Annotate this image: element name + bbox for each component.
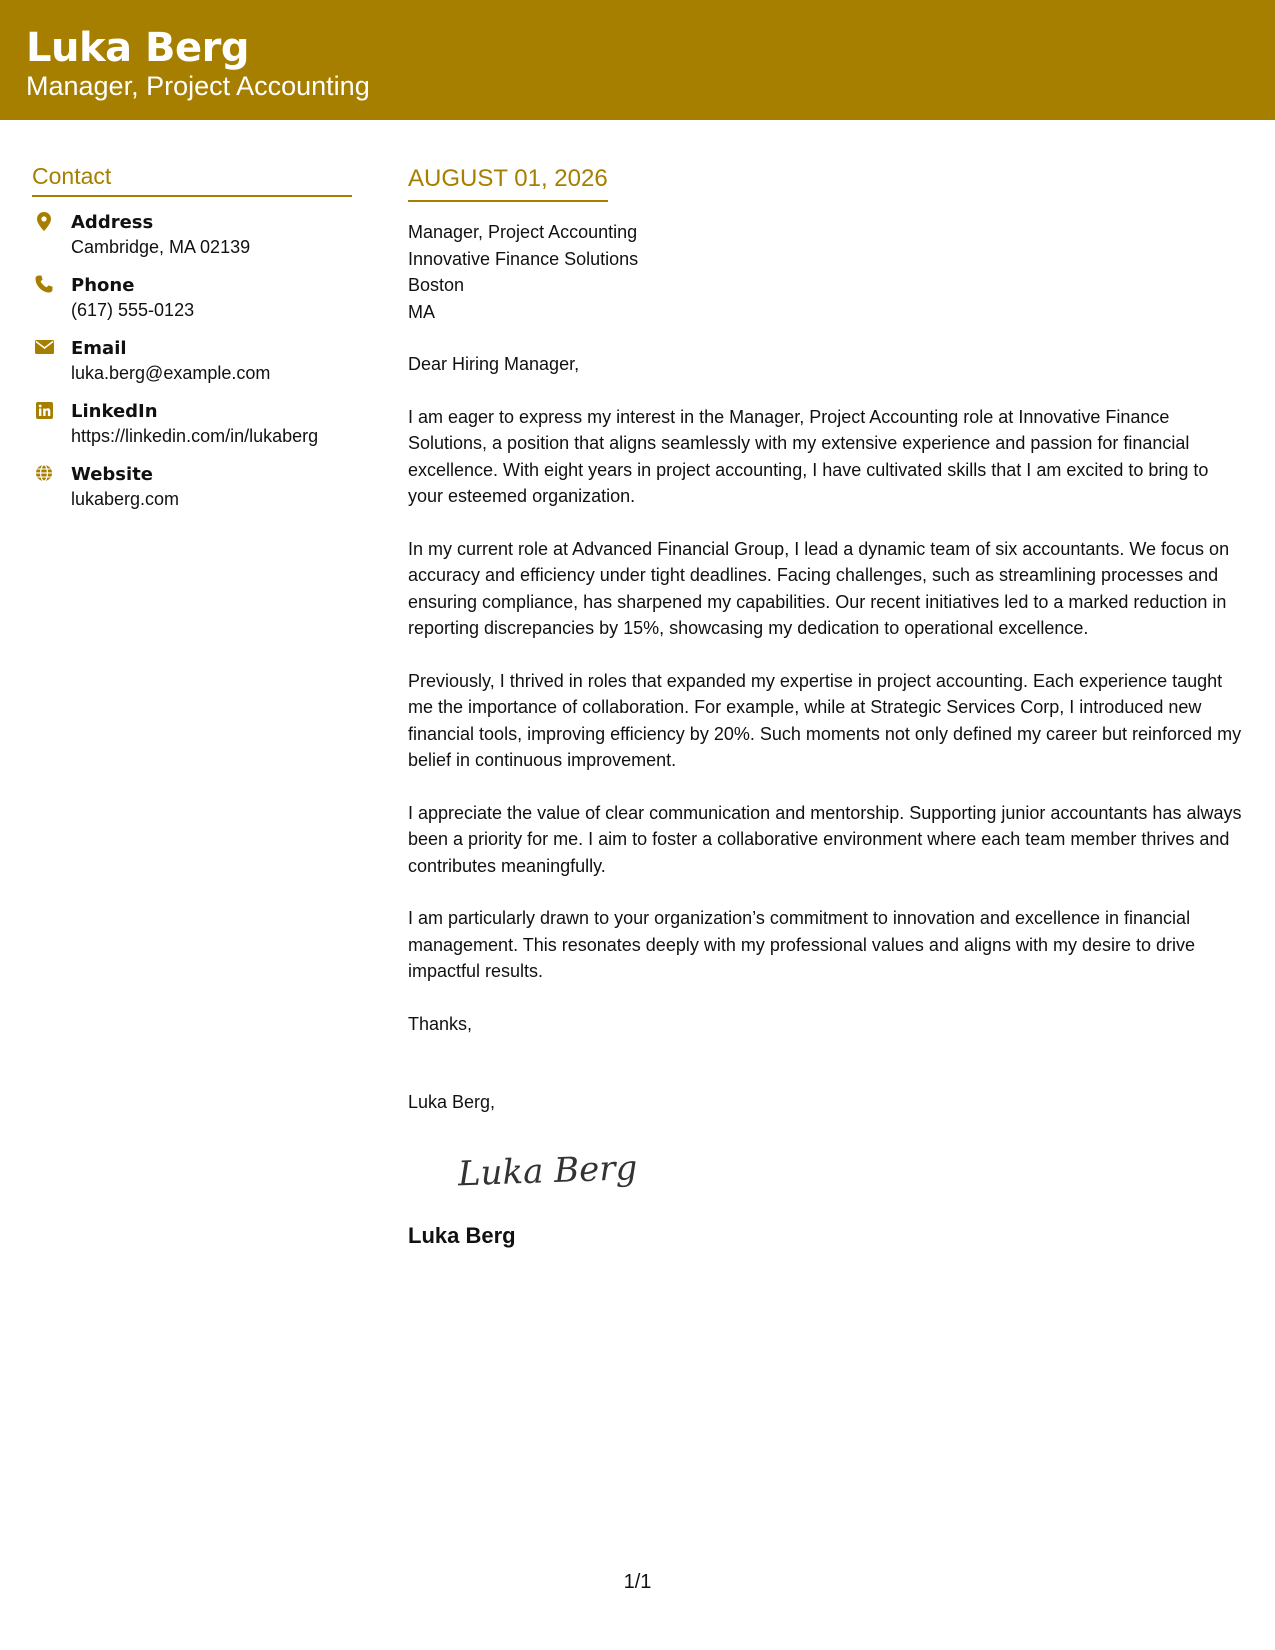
contact-list bbox=[32, 211, 352, 526]
recipient-line: Innovative Finance Solutions bbox=[408, 248, 639, 269]
globe-icon bbox=[34, 463, 54, 483]
phone-label: Phone bbox=[71, 275, 135, 296]
envelope-icon bbox=[34, 337, 54, 357]
contact-item-linkedin bbox=[32, 400, 352, 463]
recipient-line: MA bbox=[408, 301, 435, 322]
phone-value: (617) 555-0123 bbox=[71, 300, 195, 320]
contact-item-website bbox=[32, 463, 352, 526]
body-paragraph: I am eager to express my interest in the Manager, Project Accounting role at Innovative Finance Solutions, a position that aligns seamlessly with my extensive experience and passion for financial excellence. With eight years in project accounting, I have cultivated skills that I am excited to bring to your esteemed organization. bbox=[408, 406, 1209, 506]
map-pin-icon bbox=[34, 211, 54, 231]
contact-item-email bbox=[32, 337, 352, 400]
website-value[interactable]: lukaberg.com bbox=[71, 489, 180, 509]
email-value[interactable]: luka.berg@example.com bbox=[71, 363, 271, 383]
svg-text:Luka Berg: Luka Berg bbox=[457, 1147, 638, 1194]
body-paragraph: In my current role at Advanced Financial Group, I lead a dynamic team of six accountants. We focus on accuracy and efficiency under tight deadlines. Facing challenges, such as streamlining processes and ensuring compliance, has sharpened my capabilities. Our recent initiatives led to a marked reduction in reporting discrepancies by 15%, showcasing my dedication to operational excellence. bbox=[408, 538, 1230, 638]
contact-item-address bbox=[32, 211, 352, 274]
contact-heading: Contact bbox=[32, 162, 352, 197]
body-paragraph: Previously, I thrived in roles that expanded my expertise in project accounting. Each experience taught me the importance of collaboration. For example, while at Strategic Services Corp, I introduced new financial tools, improving efficiency by 20%. Such moments not only defined my career but reinforced my belief in continuous improvement. bbox=[408, 670, 1242, 770]
linkedin-label: LinkedIn bbox=[71, 401, 158, 422]
recipient-block bbox=[408, 219, 1248, 325]
contact-sidebar bbox=[32, 162, 352, 526]
body-paragraph: I am particularly drawn to your organization’s commitment to innovation and excellence in financial management. This resonates deeply with my professional values and aligns with my desire to drive impactful results. bbox=[408, 908, 1196, 981]
body-paragraph: I appreciate the value of clear communication and mentorship. Supporting junior accountants has always been a priority for me. I aim to foster a collaborative environment where each team member thrives and contributes meaningfully. bbox=[408, 802, 1242, 876]
contact-item-phone bbox=[32, 274, 352, 337]
page-number: 1/1 bbox=[623, 1571, 652, 1593]
recipient-line: Manager, Project Accounting bbox=[408, 222, 638, 242]
phone-icon bbox=[34, 274, 54, 294]
handwritten-signature bbox=[454, 1142, 1248, 1202]
address-value: Cambridge, MA 02139 bbox=[71, 237, 251, 257]
recipient-line: Boston bbox=[408, 275, 465, 295]
letter-date: AUGUST 01, 2026 bbox=[408, 164, 608, 202]
signed-name: Luka Berg bbox=[408, 1222, 516, 1248]
email-label: Email bbox=[71, 338, 127, 359]
linkedin-value[interactable]: https://linkedin.com/in/lukaberg bbox=[71, 426, 319, 446]
closing: Thanks, bbox=[408, 1013, 473, 1034]
letter-body bbox=[408, 164, 1248, 1250]
salutation: Dear Hiring Manager, bbox=[408, 354, 580, 374]
header-banner bbox=[0, 0, 1275, 120]
applicant-title: Manager, Project Accounting bbox=[26, 71, 370, 101]
signoff-name: Luka Berg, bbox=[408, 1092, 496, 1112]
address-label: Address bbox=[71, 212, 154, 233]
linkedin-icon bbox=[34, 400, 54, 420]
applicant-name: Luka Berg bbox=[26, 25, 249, 71]
website-label: Website bbox=[71, 464, 154, 485]
